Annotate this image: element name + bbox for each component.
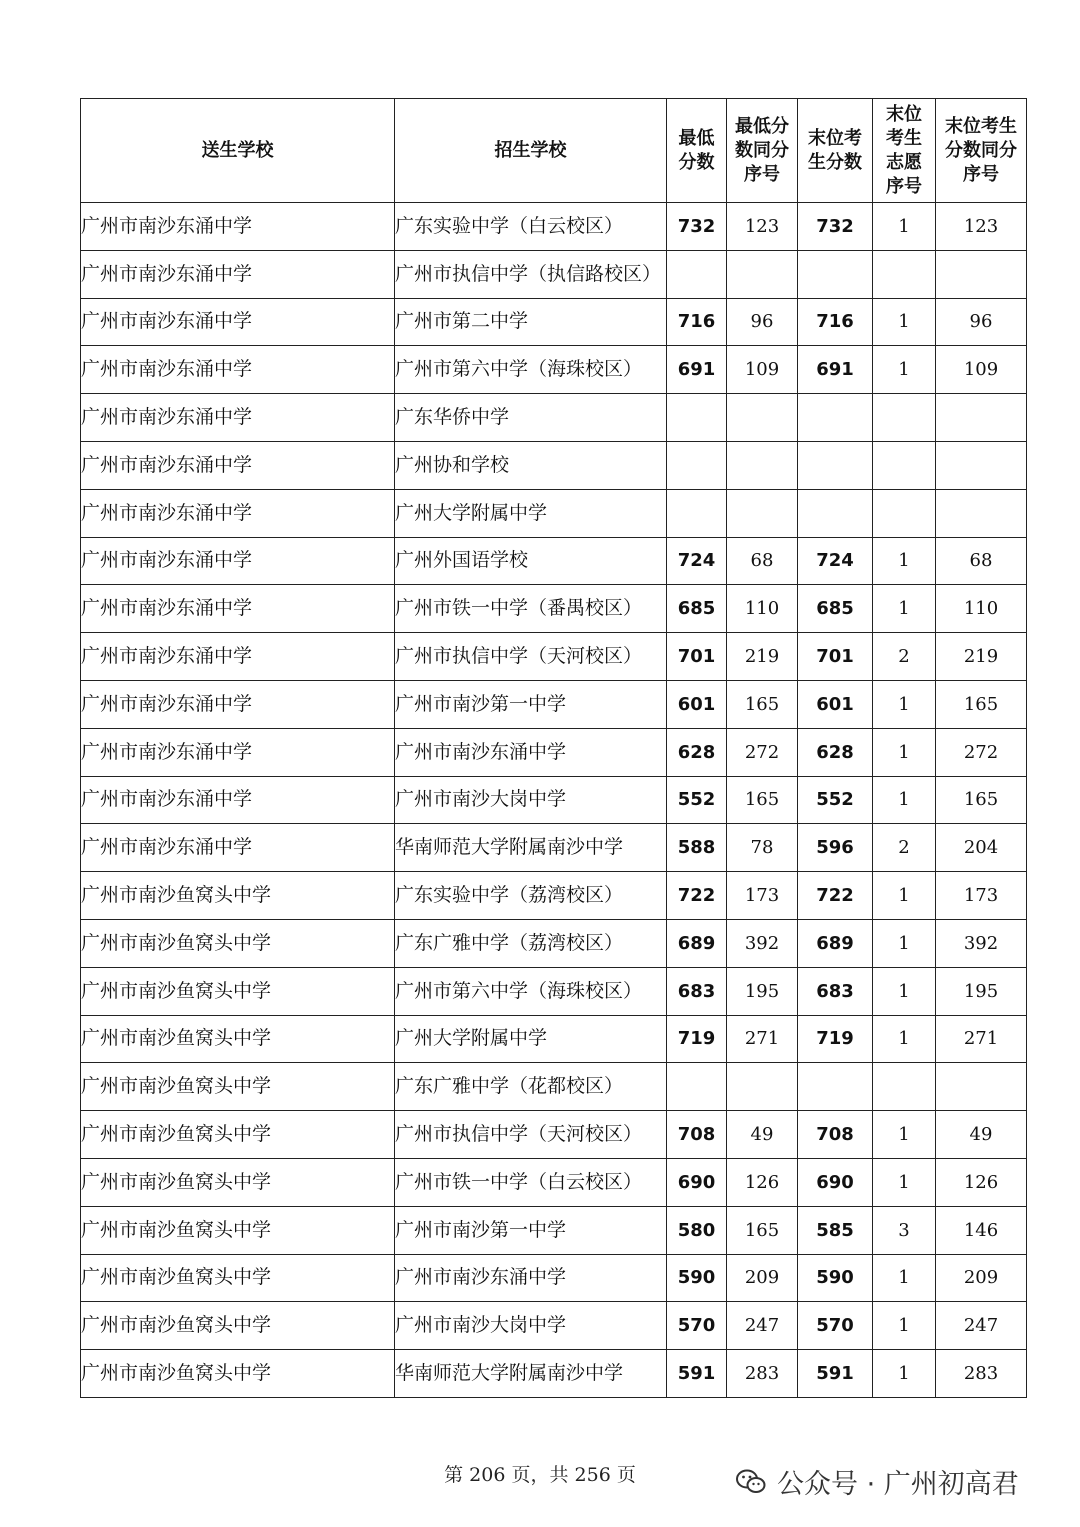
- sending-school-cell: 广州市南沙东涌中学: [81, 346, 395, 394]
- last-score-rank-cell: 173: [936, 872, 1027, 920]
- last-score-cell: 590: [798, 1254, 873, 1302]
- sending-school-cell: 广州市南沙东涌中学: [81, 489, 395, 537]
- header-last-score-rank: 末位考生分数同分序号: [936, 99, 1027, 203]
- admitting-school-cell: 广州市第六中学（海珠校区）: [395, 967, 667, 1015]
- last-score-cell: 701: [798, 633, 873, 681]
- sending-school-cell: 广州市南沙鱼窝头中学: [81, 1015, 395, 1063]
- sending-school-cell: 广州市南沙东涌中学: [81, 824, 395, 872]
- last-score-cell: 596: [798, 824, 873, 872]
- table-row: [81, 728, 1027, 776]
- min-score-rank-cell: 271: [727, 1015, 798, 1063]
- last-choice-rank-cell: [873, 441, 936, 489]
- last-score-rank-cell: 68: [936, 537, 1027, 585]
- last-choice-rank-cell: 3: [873, 1206, 936, 1254]
- last-score-cell: [798, 441, 873, 489]
- admitting-school-cell: 广州大学附属中学: [395, 489, 667, 537]
- min-score-rank-cell: 110: [727, 585, 798, 633]
- min-score-rank-cell: [727, 441, 798, 489]
- watermark: [735, 1462, 1019, 1501]
- admissions-table: [80, 98, 1027, 1398]
- min-score-cell: 683: [667, 967, 727, 1015]
- last-choice-rank-cell: 1: [873, 203, 936, 251]
- min-score-rank-cell: 165: [727, 1206, 798, 1254]
- table-row: [81, 585, 1027, 633]
- min-score-cell: 701: [667, 633, 727, 681]
- admitting-school-cell: 广州大学附属中学: [395, 1015, 667, 1063]
- table-row: [81, 250, 1027, 298]
- last-score-cell: 683: [798, 967, 873, 1015]
- sending-school-cell: 广州市南沙东涌中学: [81, 776, 395, 824]
- min-score-rank-cell: 272: [727, 728, 798, 776]
- last-score-cell: 732: [798, 203, 873, 251]
- last-score-rank-cell: 272: [936, 728, 1027, 776]
- min-score-cell: 552: [667, 776, 727, 824]
- min-score-rank-cell: 209: [727, 1254, 798, 1302]
- min-score-cell: 588: [667, 824, 727, 872]
- last-score-rank-cell: 96: [936, 298, 1027, 346]
- last-choice-rank-cell: [873, 394, 936, 442]
- min-score-rank-cell: 219: [727, 633, 798, 681]
- sending-school-cell: 广州市南沙东涌中学: [81, 394, 395, 442]
- last-choice-rank-cell: 1: [873, 776, 936, 824]
- last-choice-rank-cell: [873, 1063, 936, 1111]
- last-score-rank-cell: 271: [936, 1015, 1027, 1063]
- min-score-cell: 570: [667, 1302, 727, 1350]
- admitting-school-cell: 广州市南沙东涌中学: [395, 1254, 667, 1302]
- table-row: [81, 203, 1027, 251]
- table-row: [81, 824, 1027, 872]
- last-choice-rank-cell: 1: [873, 728, 936, 776]
- sending-school-cell: 广州市南沙东涌中学: [81, 250, 395, 298]
- last-choice-rank-cell: 1: [873, 346, 936, 394]
- min-score-cell: 724: [667, 537, 727, 585]
- admitting-school-cell: 广州市第二中学: [395, 298, 667, 346]
- min-score-rank-cell: [727, 394, 798, 442]
- admitting-school-cell: 广州协和学校: [395, 441, 667, 489]
- last-score-cell: [798, 1063, 873, 1111]
- last-score-rank-cell: 209: [936, 1254, 1027, 1302]
- min-score-cell: 691: [667, 346, 727, 394]
- min-score-cell: [667, 489, 727, 537]
- table-row: [81, 394, 1027, 442]
- last-score-rank-cell: [936, 489, 1027, 537]
- min-score-cell: 690: [667, 1158, 727, 1206]
- admitting-school-cell: 华南师范大学附属南沙中学: [395, 1350, 667, 1398]
- table-row: [81, 1302, 1027, 1350]
- sending-school-cell: 广州市南沙东涌中学: [81, 441, 395, 489]
- last-score-rank-cell: 283: [936, 1350, 1027, 1398]
- last-choice-rank-cell: 1: [873, 1254, 936, 1302]
- admitting-school-cell: 广东广雅中学（荔湾校区）: [395, 919, 667, 967]
- last-choice-rank-cell: 1: [873, 1015, 936, 1063]
- sending-school-cell: 广州市南沙鱼窝头中学: [81, 1158, 395, 1206]
- last-score-cell: 708: [798, 1111, 873, 1159]
- last-score-cell: [798, 250, 873, 298]
- last-score-rank-cell: [936, 441, 1027, 489]
- header-min-score-rank: 最低分数同分序号: [727, 99, 798, 203]
- table-row: [81, 1350, 1027, 1398]
- last-score-cell: 689: [798, 919, 873, 967]
- admitting-school-cell: 广州市南沙第一中学: [395, 680, 667, 728]
- min-score-cell: 590: [667, 1254, 727, 1302]
- last-score-rank-cell: 109: [936, 346, 1027, 394]
- last-choice-rank-cell: 1: [873, 872, 936, 920]
- sending-school-cell: 广州市南沙鱼窝头中学: [81, 1206, 395, 1254]
- table-row: [81, 1158, 1027, 1206]
- watermark-text: 公众号 · 广州初高君: [777, 1469, 1019, 1500]
- table-row: [81, 489, 1027, 537]
- min-score-cell: [667, 1063, 727, 1111]
- last-score-rank-cell: 126: [936, 1158, 1027, 1206]
- admitting-school-cell: 广州市执信中学（天河校区）: [395, 1111, 667, 1159]
- last-choice-rank-cell: 1: [873, 919, 936, 967]
- admitting-school-cell: 广州市南沙第一中学: [395, 1206, 667, 1254]
- table-row: [81, 441, 1027, 489]
- min-score-rank-cell: 96: [727, 298, 798, 346]
- table-row: [81, 872, 1027, 920]
- sending-school-cell: 广州市南沙东涌中学: [81, 633, 395, 681]
- header-sending-school: 送生学校: [81, 99, 395, 203]
- min-score-rank-cell: 68: [727, 537, 798, 585]
- admitting-school-cell: 广州市铁一中学（白云校区）: [395, 1158, 667, 1206]
- min-score-cell: [667, 250, 727, 298]
- min-score-rank-cell: [727, 1063, 798, 1111]
- last-score-cell: 722: [798, 872, 873, 920]
- sending-school-cell: 广州市南沙东涌中学: [81, 585, 395, 633]
- sending-school-cell: 广州市南沙东涌中学: [81, 680, 395, 728]
- min-score-rank-cell: 173: [727, 872, 798, 920]
- last-choice-rank-cell: 1: [873, 585, 936, 633]
- min-score-cell: 580: [667, 1206, 727, 1254]
- sending-school-cell: 广州市南沙东涌中学: [81, 537, 395, 585]
- last-score-cell: 552: [798, 776, 873, 824]
- sending-school-cell: 广州市南沙鱼窝头中学: [81, 919, 395, 967]
- admitting-school-cell: 广州市南沙大岗中学: [395, 1302, 667, 1350]
- header-min-score: 最低分数: [667, 99, 727, 203]
- table-row: [81, 1206, 1027, 1254]
- sending-school-cell: 广州市南沙鱼窝头中学: [81, 1350, 395, 1398]
- admitting-school-cell: 广州外国语学校: [395, 537, 667, 585]
- last-score-rank-cell: 123: [936, 203, 1027, 251]
- admitting-school-cell: 广州市执信中学（天河校区）: [395, 633, 667, 681]
- admitting-school-cell: 广东广雅中学（花都校区）: [395, 1063, 667, 1111]
- table-row: [81, 298, 1027, 346]
- page-number: 第 206 页，共 256 页: [444, 1464, 636, 1486]
- sending-school-cell: 广州市南沙鱼窝头中学: [81, 1302, 395, 1350]
- table-row: [81, 919, 1027, 967]
- min-score-rank-cell: 195: [727, 967, 798, 1015]
- admitting-school-cell: 广州市南沙大岗中学: [395, 776, 667, 824]
- sending-school-cell: 广州市南沙东涌中学: [81, 298, 395, 346]
- table-body: [81, 203, 1027, 1398]
- admitting-school-cell: 华南师范大学附属南沙中学: [395, 824, 667, 872]
- min-score-rank-cell: 123: [727, 203, 798, 251]
- last-score-rank-cell: 247: [936, 1302, 1027, 1350]
- last-score-cell: 601: [798, 680, 873, 728]
- admitting-school-cell: 广州市南沙东涌中学: [395, 728, 667, 776]
- last-score-rank-cell: 110: [936, 585, 1027, 633]
- min-score-cell: 685: [667, 585, 727, 633]
- min-score-rank-cell: 283: [727, 1350, 798, 1398]
- header-last-score: 末位考生分数: [798, 99, 873, 203]
- last-score-cell: 685: [798, 585, 873, 633]
- min-score-rank-cell: 109: [727, 346, 798, 394]
- min-score-rank-cell: 392: [727, 919, 798, 967]
- min-score-cell: [667, 441, 727, 489]
- min-score-cell: 732: [667, 203, 727, 251]
- last-choice-rank-cell: 1: [873, 1350, 936, 1398]
- min-score-cell: [667, 394, 727, 442]
- min-score-rank-cell: 247: [727, 1302, 798, 1350]
- min-score-cell: 716: [667, 298, 727, 346]
- min-score-cell: 628: [667, 728, 727, 776]
- min-score-rank-cell: 165: [727, 776, 798, 824]
- last-choice-rank-cell: 2: [873, 633, 936, 681]
- header-admitting-school: 招生学校: [395, 99, 667, 203]
- last-score-rank-cell: 165: [936, 776, 1027, 824]
- sending-school-cell: 广州市南沙鱼窝头中学: [81, 1063, 395, 1111]
- last-choice-rank-cell: 1: [873, 967, 936, 1015]
- last-choice-rank-cell: 1: [873, 537, 936, 585]
- min-score-rank-cell: 78: [727, 824, 798, 872]
- min-score-rank-cell: [727, 489, 798, 537]
- last-score-cell: 691: [798, 346, 873, 394]
- admitting-school-cell: 广东实验中学（荔湾校区）: [395, 872, 667, 920]
- last-choice-rank-cell: 2: [873, 824, 936, 872]
- min-score-cell: 591: [667, 1350, 727, 1398]
- header-last-choice-rank: 末位考生志愿序号: [873, 99, 936, 203]
- last-score-cell: 724: [798, 537, 873, 585]
- last-score-rank-cell: 146: [936, 1206, 1027, 1254]
- table-row: [81, 1254, 1027, 1302]
- last-score-rank-cell: [936, 394, 1027, 442]
- table-row: [81, 680, 1027, 728]
- last-score-cell: 690: [798, 1158, 873, 1206]
- wechat-icon: [735, 1466, 767, 1498]
- sending-school-cell: 广州市南沙东涌中学: [81, 203, 395, 251]
- sending-school-cell: 广州市南沙鱼窝头中学: [81, 1111, 395, 1159]
- last-score-rank-cell: 392: [936, 919, 1027, 967]
- last-score-rank-cell: 49: [936, 1111, 1027, 1159]
- sending-school-cell: 广州市南沙鱼窝头中学: [81, 967, 395, 1015]
- admitting-school-cell: 广东华侨中学: [395, 394, 667, 442]
- last-score-rank-cell: 165: [936, 680, 1027, 728]
- table-row: [81, 967, 1027, 1015]
- min-score-cell: 722: [667, 872, 727, 920]
- sending-school-cell: 广州市南沙鱼窝头中学: [81, 872, 395, 920]
- admitting-school-cell: 广州市第六中学（海珠校区）: [395, 346, 667, 394]
- table-header-row: [81, 99, 1027, 203]
- last-choice-rank-cell: 1: [873, 1158, 936, 1206]
- min-score-rank-cell: 126: [727, 1158, 798, 1206]
- last-score-rank-cell: [936, 250, 1027, 298]
- min-score-cell: 601: [667, 680, 727, 728]
- min-score-rank-cell: 165: [727, 680, 798, 728]
- admitting-school-cell: 广州市执信中学（执信路校区）: [395, 250, 667, 298]
- last-choice-rank-cell: 1: [873, 1302, 936, 1350]
- table-row: [81, 346, 1027, 394]
- last-score-cell: 570: [798, 1302, 873, 1350]
- last-choice-rank-cell: 1: [873, 1111, 936, 1159]
- table-row: [81, 1111, 1027, 1159]
- last-choice-rank-cell: [873, 250, 936, 298]
- min-score-rank-cell: 49: [727, 1111, 798, 1159]
- last-score-rank-cell: 219: [936, 633, 1027, 681]
- last-score-cell: 628: [798, 728, 873, 776]
- table-row: [81, 633, 1027, 681]
- last-score-cell: 585: [798, 1206, 873, 1254]
- last-score-rank-cell: 195: [936, 967, 1027, 1015]
- sending-school-cell: 广州市南沙鱼窝头中学: [81, 1254, 395, 1302]
- table-row: [81, 1015, 1027, 1063]
- table-row: [81, 537, 1027, 585]
- admitting-school-cell: 广东实验中学（白云校区）: [395, 203, 667, 251]
- admitting-school-cell: 广州市铁一中学（番禺校区）: [395, 585, 667, 633]
- min-score-cell: 708: [667, 1111, 727, 1159]
- table-row: [81, 1063, 1027, 1111]
- sending-school-cell: 广州市南沙东涌中学: [81, 728, 395, 776]
- min-score-cell: 719: [667, 1015, 727, 1063]
- last-score-cell: [798, 394, 873, 442]
- last-choice-rank-cell: [873, 489, 936, 537]
- last-score-rank-cell: 204: [936, 824, 1027, 872]
- table-row: [81, 776, 1027, 824]
- min-score-cell: 689: [667, 919, 727, 967]
- last-choice-rank-cell: 1: [873, 680, 936, 728]
- last-score-cell: 591: [798, 1350, 873, 1398]
- last-score-cell: 716: [798, 298, 873, 346]
- last-score-cell: [798, 489, 873, 537]
- last-choice-rank-cell: 1: [873, 298, 936, 346]
- last-score-cell: 719: [798, 1015, 873, 1063]
- last-score-rank-cell: [936, 1063, 1027, 1111]
- min-score-rank-cell: [727, 250, 798, 298]
